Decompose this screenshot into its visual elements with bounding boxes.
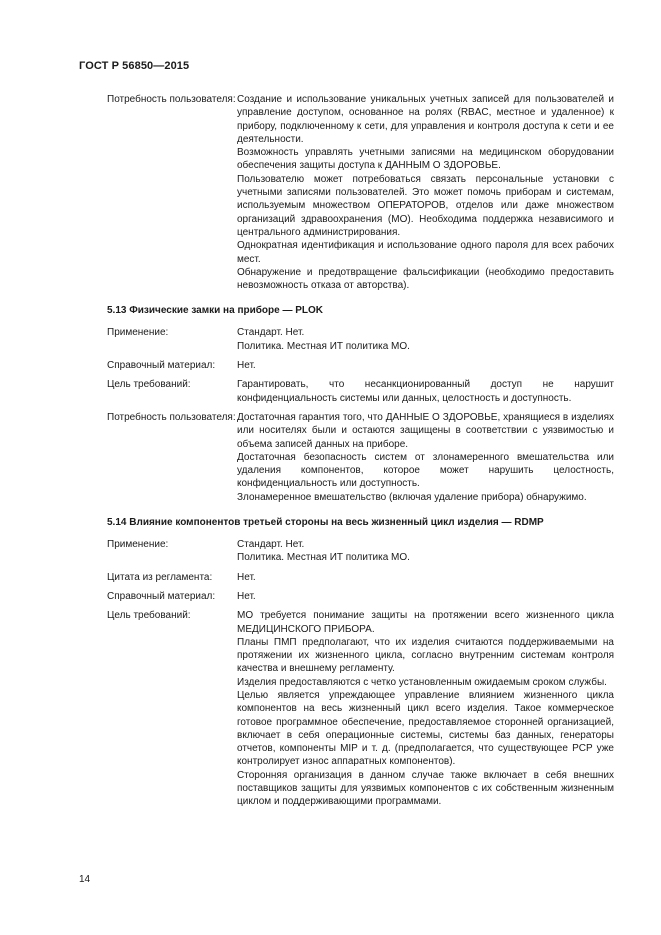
- field-value: [237, 590, 614, 603]
- paragraph: Нет.: [237, 571, 256, 583]
- paragraph: Изделия предоставляются с четко установленным ожидаемым сроком службы.: [237, 676, 607, 688]
- field-value: [237, 571, 614, 584]
- field-value: [237, 411, 614, 504]
- paragraph: МО требуется понимание защиты на протяжении всего жизненного цикла МЕДИЦИНСКОГО ПРИБОРА.: [237, 610, 614, 635]
- paragraph: Стандарт. Нет.: [237, 539, 305, 551]
- field-row: [107, 538, 614, 565]
- paragraph: Обнаружение и предотвращение фальсификации (необходимо предоставить невозможность отказа от авторства).: [237, 266, 614, 292]
- field-label: Потребность пользователя:: [107, 411, 236, 423]
- section-heading: 5.13 Физические замки на приборе — PLOK: [107, 305, 324, 317]
- paragraph: Злонамеренное вмешательство (включая удаление прибора) обнаружимо.: [237, 491, 587, 503]
- field-value: [237, 538, 614, 565]
- paragraph: Политика. Местная ИТ политика МО.: [237, 340, 410, 352]
- field-row: [107, 571, 614, 584]
- field-value: [237, 609, 614, 808]
- field-row: [107, 378, 614, 405]
- field-row: [107, 411, 614, 504]
- paragraph: Достаточная безопасность систем от злонамеренного вмешательства или удаления компонентов, которое может нарушить целостность, конфиденциальность или доступность.: [237, 451, 614, 490]
- field-value: [237, 359, 614, 372]
- paragraph: Достаточная гарантия того, что ДАННЫЕ О ЗДОРОВЬЕ, хранящиеся в изделиях или носителях были и остаются защищены в соответствии с уязвимостью и объема записей данных на приборе.: [237, 411, 614, 450]
- paragraph: Нет.: [237, 360, 256, 372]
- paragraph: Целью является упреждающее управление влиянием жизненного цикла компонентов на весь жизненный цикл всего изделия. Такое коммерческое готовое программное обеспечение, предоставляемое сторонней организацией, включает в себя операционные системы, системы баз данных, генераторы отчетов, компоненты MIP и т. д. (предполагается, что существующее PCP уже контролирует износ аппаратных компонентов).: [237, 689, 614, 768]
- field-value: [237, 326, 614, 353]
- paragraph: Политика. Местная ИТ политика МО.: [237, 552, 410, 564]
- paragraph: Нет.: [237, 590, 256, 602]
- field-row: [107, 326, 614, 353]
- field-label: Справочный материал:: [107, 360, 216, 372]
- field-label: Применение:: [107, 327, 169, 339]
- field-value: [237, 93, 614, 292]
- paragraph: Стандарт. Нет.: [237, 327, 305, 339]
- paragraph: Создание и использование уникальных учетных записей для пользователей и управление доступом, основанное на ролях (RBAC, местное и удаленное) к прибору, подключенному к сети, для управления и контроля доступа к сети и ее деятельности.: [237, 94, 614, 145]
- paragraph: Планы ПМП предполагают, что их изделия считаются поддерживаемыми на протяжении их жизненного цикла, согласно внутренним системам контроля качества и внешнему регламенту.: [237, 636, 614, 675]
- section-heading: 5.14 Влияние компонентов третьей стороны на весь жизненный цикл изделия — RDMP: [107, 517, 544, 529]
- page-number: 14: [79, 874, 91, 885]
- paragraph: Гарантировать, что несанкционированный доступ не нарушит конфиденциальность системы или данных, целостность и доступность.: [237, 379, 614, 404]
- paragraph: Пользователю может потребоваться связать персональные установки с учетными записями пользователей. Это может помочь приборам и системам, используемым множеством ОПЕРАТОРОВ, отделов или даже множеством организаций здравоохранения (МО). Необходима поддержка независимого и центрального администрирования.: [237, 173, 614, 238]
- field-row: [107, 359, 614, 372]
- field-label: Цель требований:: [107, 379, 191, 391]
- paragraph: Однократная идентификация и использование одного пароля для всех рабочих мест.: [237, 240, 614, 265]
- field-label: Цитата из регламента:: [107, 571, 213, 583]
- document-header: ГОСТ Р 56850—2015: [79, 60, 190, 72]
- field-label: Цель требований:: [107, 610, 191, 622]
- field-value: [237, 378, 614, 405]
- field-row: [107, 590, 614, 603]
- field-label: Справочный материал:: [107, 590, 216, 602]
- field-row: [107, 609, 614, 808]
- field-row: [107, 93, 614, 292]
- paragraph: Сторонняя организация в данном случае также включает в себя внешних поставщиков защиты для уязвимых компонентов с их собственным жизненным циклом и поддерживающими программами.: [237, 769, 614, 808]
- paragraph: Возможность управлять учетными записями на медицинском оборудовании обеспечения защиты доступа к ДАННЫМ О ЗДОРОВЬЕ.: [237, 147, 614, 172]
- field-label: Применение:: [107, 539, 169, 551]
- document-body: [107, 93, 614, 815]
- field-label: Потребность пользователя:: [107, 94, 236, 105]
